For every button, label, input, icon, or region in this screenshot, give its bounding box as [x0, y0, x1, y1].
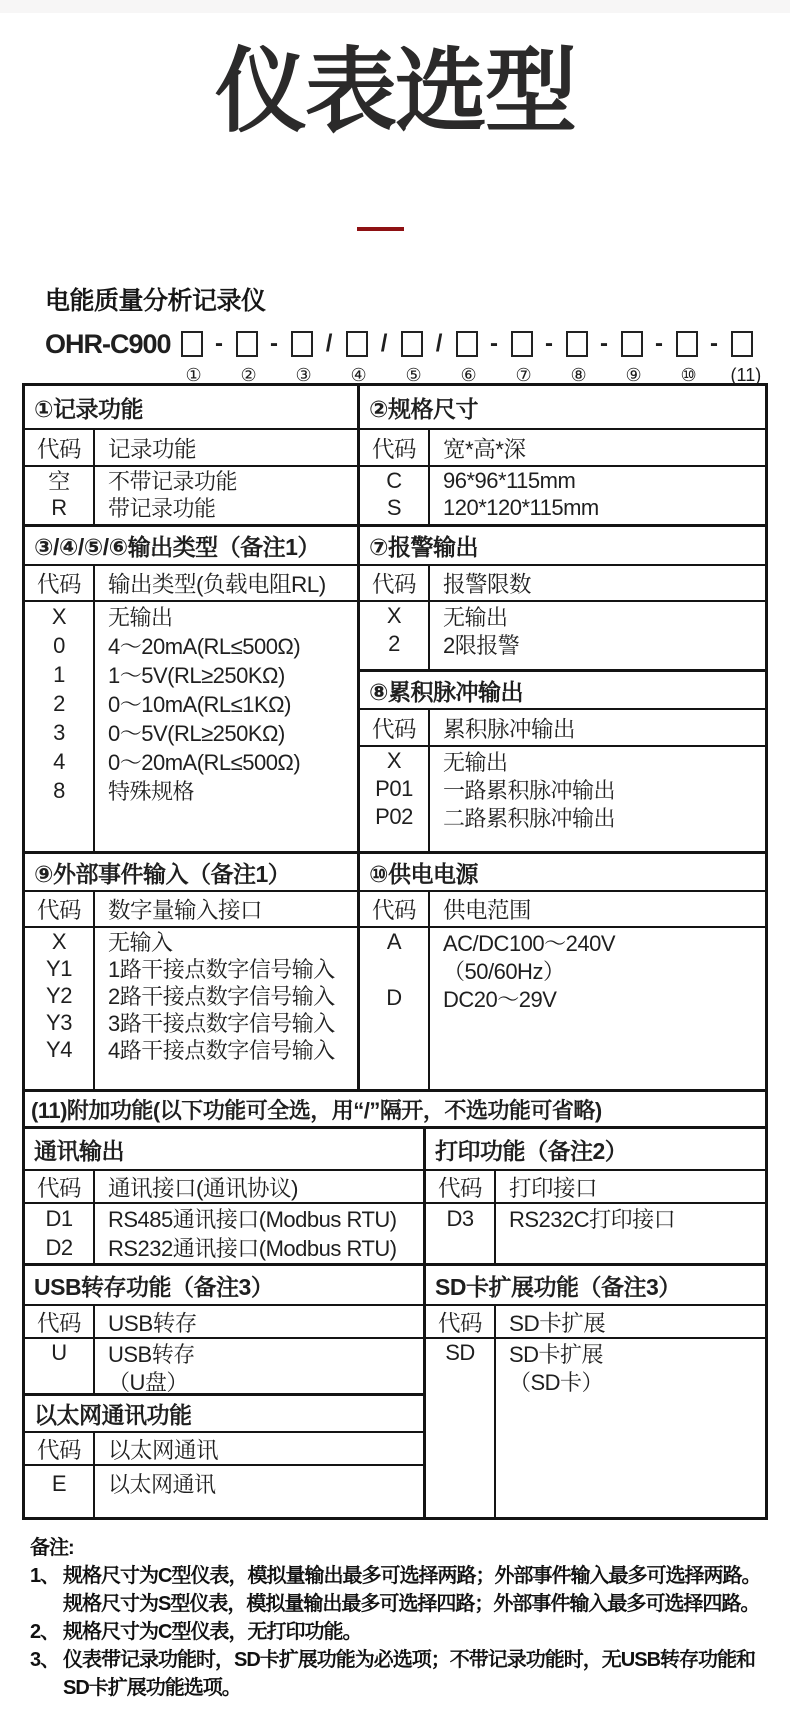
- code-cell: 2: [360, 630, 430, 658]
- desc-header-cell: 数字量输入接口: [108, 898, 263, 923]
- slot-number: ⑥: [460, 365, 477, 385]
- table-row: [360, 803, 765, 831]
- block-top-right: [360, 386, 765, 851]
- note-number: 3、: [30, 1649, 60, 1671]
- table-row: [25, 1466, 423, 1501]
- column-header-row: [360, 710, 765, 747]
- slot-number: ⑤: [405, 365, 422, 385]
- section-title: 通讯输出: [25, 1129, 423, 1171]
- slot-separator: -: [270, 330, 279, 357]
- code-cell: S: [360, 494, 430, 521]
- note-text: [63, 1618, 770, 1646]
- model-slot-8: [566, 329, 621, 386]
- table-row: [426, 1339, 765, 1367]
- desc-header-cell: USB转存: [108, 1310, 197, 1336]
- desc-header-cell: 输出类型(负载电阻RL): [108, 572, 326, 597]
- desc-cell: [95, 1501, 423, 1517]
- product-subtitle: 电能质量分析记录仪: [45, 287, 266, 315]
- section-power-supply: [360, 854, 765, 1089]
- column-header-row: [25, 430, 357, 467]
- table-row: [360, 602, 765, 630]
- table-row: [360, 956, 765, 984]
- table-block-middle: [25, 851, 765, 1089]
- model-slot-11: [731, 329, 765, 386]
- slot-separator: /: [325, 330, 333, 357]
- code-cell: R: [25, 494, 95, 521]
- desc-cell: 无输出: [108, 605, 173, 630]
- code-header-cell: 代码: [25, 430, 95, 465]
- code-cell: [426, 1233, 496, 1263]
- note-line: SD卡扩展功能选项。: [63, 1677, 241, 1699]
- desc-cell: （SD卡）: [509, 1369, 604, 1395]
- slot-separator: /: [435, 330, 443, 357]
- section-print-function: [426, 1129, 765, 1263]
- desc-header-cell: 打印接口: [509, 1175, 598, 1201]
- slot-number: (11): [730, 365, 762, 385]
- model-code-line: [45, 329, 790, 386]
- column-header-row: [25, 892, 357, 928]
- model-slot-10: [676, 329, 731, 386]
- code-box: [346, 331, 368, 357]
- selection-table: [22, 383, 768, 1520]
- code-cell: [426, 1395, 496, 1517]
- table-row: [25, 602, 357, 631]
- accent-dash: [357, 227, 404, 231]
- desc-header-cell: SD卡扩展: [509, 1310, 606, 1336]
- table-row: [360, 928, 765, 956]
- slot-separator: -: [655, 330, 664, 357]
- code-header-cell: 代码: [25, 1171, 95, 1202]
- filler-row: [25, 1501, 423, 1517]
- code-header-cell: 代码: [360, 430, 430, 465]
- note-item: [30, 1646, 770, 1702]
- code-box: [456, 331, 478, 357]
- section-sd-card: [426, 1263, 765, 1517]
- filler-row: [25, 805, 357, 851]
- desc-cell: 0～10mA(RL≤1KΩ): [108, 692, 291, 717]
- column-header-row: [25, 1433, 423, 1466]
- section-title: ⑨外部事件输入（备注1）: [25, 854, 357, 892]
- slot-number: ③: [295, 365, 312, 385]
- filler-row: [426, 1233, 765, 1263]
- section-output-type: [25, 524, 357, 851]
- block-top-left: [25, 386, 360, 851]
- desc-cell: 4路干接点数字信号输入: [108, 1038, 335, 1063]
- desc-cell: [95, 805, 357, 851]
- table-row: [25, 689, 357, 718]
- column-header-row: [360, 892, 765, 928]
- table-block-bottom: [25, 1126, 765, 1517]
- code-box: [236, 331, 258, 357]
- desc-cell: [430, 831, 765, 851]
- desc-cell: 3路干接点数字信号输入: [108, 1011, 335, 1036]
- table-row: [25, 1036, 357, 1063]
- section-alarm-output: [360, 524, 765, 669]
- model-slot-9: [621, 329, 676, 386]
- code-cell: U: [25, 1339, 95, 1367]
- table-row: [360, 984, 765, 1012]
- slot-separator: -: [710, 330, 719, 357]
- table-row: [25, 955, 357, 982]
- table-row: [25, 718, 357, 747]
- model-slot-1: [181, 329, 236, 386]
- section-title: ③/④/⑤/⑥输出类型（备注1）: [25, 527, 357, 566]
- table-row: [25, 1367, 423, 1395]
- block-bottom-right: [426, 1129, 765, 1517]
- filler-row: [360, 831, 765, 851]
- block-middle-left: [25, 854, 360, 1089]
- code-cell: Y3: [25, 1009, 95, 1036]
- section-record-function: [25, 386, 357, 524]
- slot-number: ①: [185, 365, 202, 385]
- desc-cell: USB转存: [108, 1341, 195, 1367]
- desc-cell: [430, 1012, 765, 1089]
- desc-header-cell: 宽*高*深: [443, 436, 526, 462]
- slot-number: ⑨: [625, 365, 642, 385]
- desc-cell: 二路累积脉冲输出: [443, 805, 616, 831]
- table-row: [360, 494, 765, 521]
- slot-number: ⑩: [680, 365, 697, 385]
- section-title: ⑧累积脉冲输出: [360, 672, 765, 710]
- code-box: [621, 331, 643, 357]
- code-cell: P02: [360, 803, 430, 831]
- section-title: SD卡扩展功能（备注3）: [426, 1266, 765, 1306]
- slot-number: ⑧: [570, 365, 587, 385]
- note-item: [30, 1618, 770, 1646]
- desc-cell: 2路干接点数字信号输入: [108, 984, 335, 1009]
- desc-cell: 2限报警: [443, 632, 520, 658]
- table-row: [25, 928, 357, 955]
- desc-cell: 0～5V(RL≥250KΩ): [108, 721, 285, 746]
- model-slot-5: [401, 329, 456, 386]
- filler-row: [360, 1012, 765, 1089]
- section-ethernet: [25, 1393, 423, 1517]
- desc-cell: SD卡扩展: [509, 1341, 604, 1367]
- table-row: [25, 1204, 423, 1233]
- code-box: [181, 331, 203, 357]
- note-line: 规格尺寸为S型仪表，模拟量输出最多可选择四路；外部事件输入最多可选择四路。: [63, 1593, 760, 1615]
- desc-cell: 无输出: [443, 749, 508, 775]
- model-slots: [181, 329, 765, 386]
- desc-cell: 1～5V(RL≥250KΩ): [108, 663, 285, 688]
- desc-cell: 无输入: [108, 930, 173, 955]
- desc-cell: 带记录功能: [108, 496, 216, 521]
- table-row: [426, 1367, 765, 1395]
- note-line: 仪表带记录功能时，SD卡扩展功能为必选项；不带记录功能时，无USB转存功能和: [63, 1649, 756, 1671]
- desc-cell: （U盘）: [108, 1369, 188, 1395]
- code-cell: 3: [25, 718, 95, 747]
- code-cell: [25, 1501, 95, 1517]
- section-title: USB转存功能（备注3）: [25, 1266, 423, 1306]
- section-title: 以太网通讯功能: [25, 1396, 423, 1433]
- desc-cell: 120*120*115mm: [443, 494, 599, 520]
- section-title: ⑦报警输出: [360, 527, 765, 566]
- code-cell: D2: [25, 1233, 95, 1262]
- table-row: [25, 1009, 357, 1036]
- filler-row: [360, 658, 765, 669]
- model-slot-4: [346, 329, 401, 386]
- section-communication-output: [25, 1129, 423, 1263]
- block-middle-right: [360, 854, 765, 1089]
- table-row: [360, 467, 765, 494]
- code-cell: [25, 1367, 95, 1395]
- table-row: [360, 747, 765, 775]
- slot-separator: -: [545, 330, 554, 357]
- desc-cell: 96*96*115mm: [443, 467, 576, 493]
- slot-number: ②: [240, 365, 257, 385]
- code-header-cell: 代码: [360, 566, 430, 600]
- code-box: [511, 331, 533, 357]
- table-row: [25, 1233, 423, 1262]
- table-row: [360, 775, 765, 803]
- section-title: ⑩供电电源: [360, 854, 765, 892]
- column-header-row: [360, 430, 765, 467]
- code-cell: [360, 658, 430, 669]
- code-cell: D: [360, 984, 430, 1012]
- code-cell: 2: [25, 689, 95, 718]
- table-row: [25, 1339, 423, 1367]
- column-header-row: [426, 1171, 765, 1204]
- section-size: [360, 386, 765, 524]
- code-cell: X: [360, 602, 430, 630]
- section-title: ②规格尺寸: [360, 386, 765, 430]
- desc-cell: 无输出: [443, 604, 508, 630]
- desc-cell: AC/DC100～240V: [443, 930, 616, 956]
- table-row: [25, 982, 357, 1009]
- desc-cell: [496, 1395, 765, 1517]
- desc-header-cell: 报警限数: [443, 572, 532, 597]
- desc-cell: [430, 658, 765, 669]
- code-cell: Y2: [25, 982, 95, 1009]
- table-row: [360, 630, 765, 658]
- table-block-top: [25, 386, 765, 851]
- code-cell: X: [25, 928, 95, 955]
- code-box: [566, 331, 588, 357]
- slot-separator: -: [490, 330, 499, 357]
- desc-cell: RS232通讯接口(Modbus RTU): [108, 1236, 397, 1261]
- column-header-row: [25, 566, 357, 602]
- code-cell: [360, 1012, 430, 1089]
- code-cell: 0: [25, 631, 95, 660]
- model-slot-7: [511, 329, 566, 386]
- code-cell: [25, 805, 95, 851]
- table-row: [25, 494, 357, 521]
- code-cell: 4: [25, 747, 95, 776]
- code-cell: [426, 1367, 496, 1395]
- code-header-cell: 代码: [25, 892, 95, 926]
- code-header-cell: 代码: [360, 892, 430, 926]
- code-cell: 1: [25, 660, 95, 689]
- desc-cell: RS485通讯接口(Modbus RTU): [108, 1207, 397, 1232]
- desc-header-cell: 供电范围: [443, 898, 532, 923]
- desc-cell: 一路累积脉冲输出: [443, 777, 616, 803]
- note-line: 规格尺寸为C型仪表，模拟量输出最多可选择两路；外部事件输入最多可选择两路。: [63, 1565, 761, 1587]
- code-box: [291, 331, 313, 357]
- table-row: [25, 747, 357, 776]
- code-cell: [25, 1063, 95, 1089]
- desc-cell: [496, 1233, 765, 1263]
- table-row: [25, 631, 357, 660]
- table-row: [25, 776, 357, 805]
- code-cell: E: [25, 1466, 95, 1501]
- model-slot-3: [291, 329, 346, 386]
- code-cell: 空: [25, 467, 95, 494]
- code-cell: [360, 956, 430, 984]
- table-row: [426, 1204, 765, 1233]
- code-header-cell: 代码: [25, 566, 95, 600]
- page-title: 仪表选型: [214, 41, 575, 143]
- section-external-event-input: [25, 854, 357, 1089]
- code-cell: P01: [360, 775, 430, 803]
- desc-cell: 不带记录功能: [108, 469, 238, 494]
- desc-cell: [95, 1063, 357, 1089]
- note-text: [63, 1562, 770, 1618]
- table-row: [25, 467, 357, 494]
- filler-row: [25, 1063, 357, 1089]
- code-cell: D3: [426, 1204, 496, 1233]
- code-cell: 8: [25, 776, 95, 805]
- code-cell: D1: [25, 1204, 95, 1233]
- column-header-row: [360, 566, 765, 602]
- table-row: [25, 660, 357, 689]
- desc-cell: DC20～29V: [443, 986, 557, 1012]
- code-header-cell: 代码: [25, 1306, 95, 1337]
- desc-cell: 1路干接点数字信号输入: [108, 957, 335, 982]
- notes: [30, 1534, 770, 1702]
- code-cell: A: [360, 928, 430, 956]
- code-cell: C: [360, 467, 430, 494]
- notes-label: 备注:: [30, 1537, 74, 1559]
- section-pulse-output: [360, 669, 765, 851]
- desc-cell: 0～20mA(RL≤500Ω): [108, 750, 301, 775]
- top-band: [0, 0, 790, 13]
- model-slot-2: [236, 329, 291, 386]
- desc-cell: RS232C打印接口: [509, 1207, 676, 1232]
- note-number: 1、: [30, 1565, 60, 1587]
- code-cell: X: [360, 747, 430, 775]
- code-cell: X: [25, 602, 95, 631]
- section-title: ①记录功能: [25, 386, 357, 430]
- section-additional-functions-title: (11)附加功能(以下功能可全选，用“/”隔开，不选功能可省略): [25, 1089, 765, 1126]
- desc-cell: 4～20mA(RL≤500Ω): [108, 634, 301, 659]
- column-header-row: [426, 1306, 765, 1339]
- code-box: [676, 331, 698, 357]
- code-cell: [360, 831, 430, 851]
- desc-cell: （50/60Hz）: [443, 958, 565, 984]
- note-item: [30, 1562, 770, 1618]
- code-header-cell: 代码: [426, 1171, 496, 1202]
- note-number: 2、: [30, 1621, 60, 1643]
- desc-cell: 特殊规格: [108, 779, 195, 804]
- code-cell: SD: [426, 1339, 496, 1367]
- model-prefix: OHR-C900: [45, 329, 171, 359]
- code-header-cell: 代码: [360, 710, 430, 745]
- slot-number: ④: [350, 365, 367, 385]
- block-bottom-left: [25, 1129, 426, 1517]
- slot-number: ⑦: [515, 365, 532, 385]
- note-text: [63, 1646, 770, 1702]
- desc-header-cell: 记录功能: [108, 436, 197, 462]
- model-slot-6: [456, 329, 511, 386]
- note-line: 规格尺寸为C型仪表，无打印功能。: [63, 1621, 362, 1643]
- section-usb-transfer: [25, 1263, 423, 1393]
- column-header-row: [25, 1171, 423, 1204]
- desc-header-cell: 累积脉冲输出: [443, 716, 576, 742]
- code-cell: Y1: [25, 955, 95, 982]
- code-cell: Y4: [25, 1036, 95, 1063]
- desc-cell: 以太网通讯: [108, 1472, 216, 1497]
- code-header-cell: 代码: [426, 1306, 496, 1337]
- filler-row: [426, 1395, 765, 1517]
- code-box: [401, 331, 423, 357]
- code-header-cell: 代码: [25, 1433, 95, 1464]
- slot-separator: -: [600, 330, 609, 357]
- section-title: 打印功能（备注2）: [426, 1129, 765, 1171]
- desc-header-cell: 通讯接口(通讯协议): [108, 1175, 298, 1201]
- slot-separator: /: [380, 330, 388, 357]
- code-box: [731, 331, 753, 357]
- slot-separator: -: [215, 330, 224, 357]
- desc-header-cell: 以太网通讯: [108, 1437, 219, 1463]
- column-header-row: [25, 1306, 423, 1339]
